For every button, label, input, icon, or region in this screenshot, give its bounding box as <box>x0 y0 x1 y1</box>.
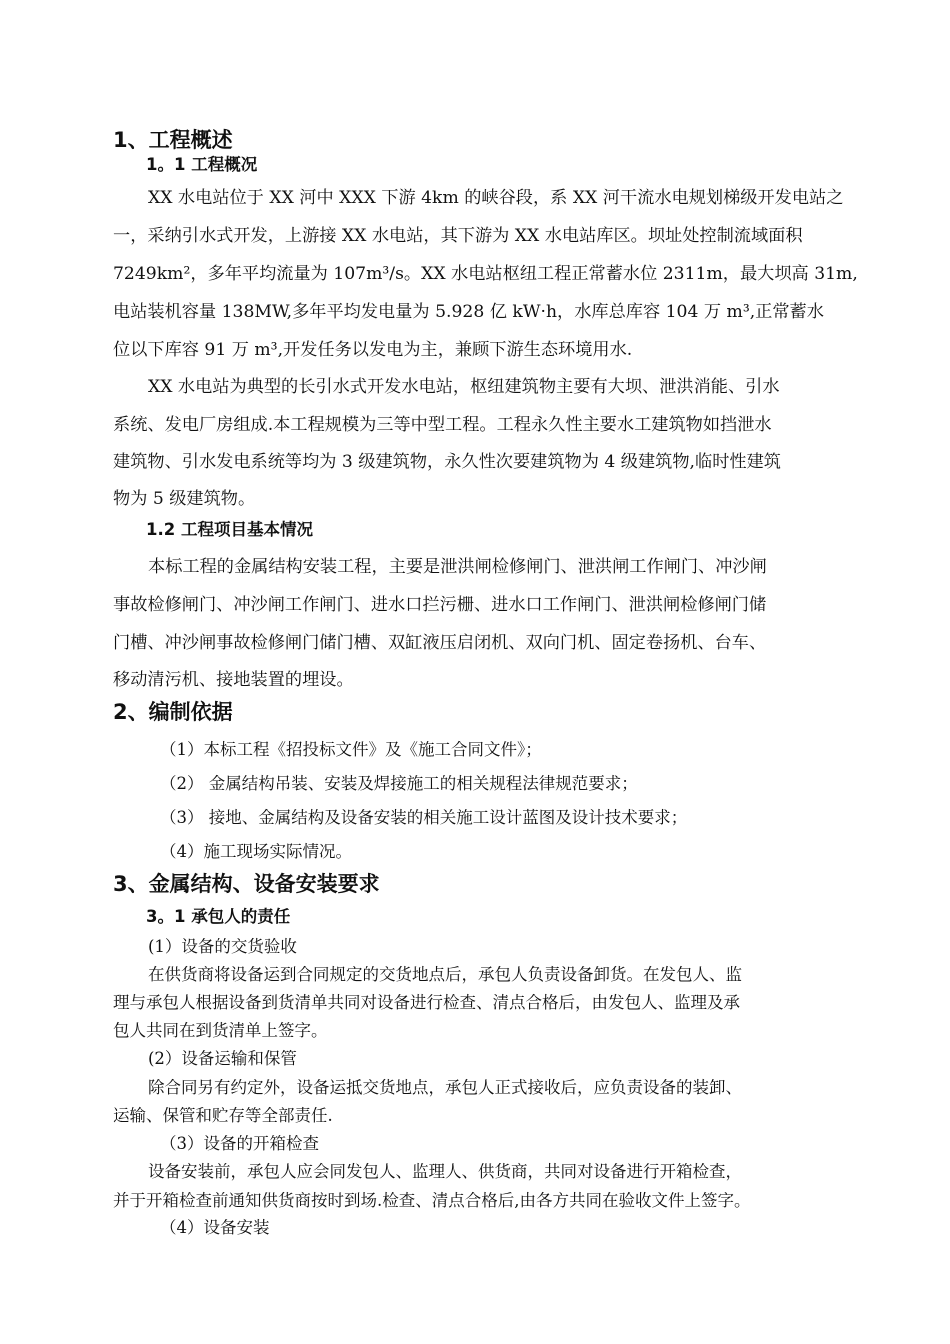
paragraph-line: 事故检修闸门、冲沙闸工作闸门、进水口拦污栅、进水口工作闸门、泄洪闸检修闸门储 <box>113 595 767 615</box>
list-item: （1）本标工程《招投标文件》及《施工合同文件》； <box>160 740 542 759</box>
subheading: (1）设备的交货验收 <box>148 937 297 956</box>
paragraph-line: 7249km²，多年平均流量为 107m³/s。XX 水电站枢纽工程正常蓄水位 2311m，最大坝高 31m, <box>113 264 858 284</box>
section-3-heading: 3、金属结构、设备安装要求 <box>113 872 380 896</box>
section-1-heading: 1、工程概述 <box>113 128 233 152</box>
subheading: （4）设备安装 <box>160 1218 270 1237</box>
paragraph-line: 设备安装前，承包人应会同发包人、监理人、供货商，共同对设备进行开箱检查， <box>148 1162 742 1181</box>
paragraph-line: 理与承包人根据设备到货清单共同对设备进行检查、清点合格后，由发包人、监理及承 <box>113 993 740 1012</box>
paragraph-line: 移动清污机、接地装置的埋设。 <box>113 670 354 690</box>
list-item: （3） 接地、金属结构及设备安装的相关施工设计蓝图及设计技术要求； <box>160 808 688 827</box>
paragraph-line: XX 水电站位于 XX 河中 XXX 下游 4km 的峡谷段，系 XX 河干流水电规划梯级开发电站之 <box>148 188 844 208</box>
paragraph-line: 位以下库容 91 万 m³,开发任务以发电为主，兼顾下游生态环境用水. <box>113 340 633 360</box>
section-2-heading: 2、编制依据 <box>113 700 233 724</box>
list-item: （2） 金属结构吊装、安装及焊接施工的相关规程法律规范要求； <box>160 774 638 793</box>
paragraph-line: 电站装机容量 138MW,多年平均发电量为 5.928 亿 kW·h，水库总库容 104 万 m³,正常蓄水 <box>113 302 824 322</box>
subheading: （3）设备的开箱检查 <box>160 1134 319 1153</box>
paragraph-line: 物为 5 级建筑物。 <box>113 489 256 509</box>
paragraph-line: 一，采纳引水式开发，上游接 XX 水电站，其下游为 XX 水电站库区。坝址处控制流域面积 <box>113 226 803 246</box>
section-3-1-heading: 3。1 承包人的责任 <box>146 907 291 926</box>
paragraph-line: 系统、发电厂房组成.本工程规模为三等中型工程。工程永久性主要水工建筑物如挡泄水 <box>113 415 772 435</box>
paragraph-line: 本标工程的金属结构安装工程，主要是泄洪闸检修闸门、泄洪闸工作闸门、冲沙闸 <box>148 557 767 577</box>
paragraph-line: 除合同另有约定外，设备运抵交货地点，承包人正式接收后，应负责设备的装卸、 <box>148 1078 742 1097</box>
paragraph-line: 包人共同在到货清单上签字。 <box>113 1021 328 1040</box>
paragraph-line: 在供货商将设备运到合同规定的交货地点后，承包人负责设备卸货。在发包人、监 <box>148 965 742 984</box>
paragraph-line: 运输、保管和贮存等全部责任. <box>113 1106 333 1125</box>
paragraph-line: 门槽、冲沙闸事故检修闸门储门槽、双缸液压启闭机、双向门机、固定卷扬机、台车、 <box>113 633 767 653</box>
list-item: （4）施工现场实际情况。 <box>160 842 352 861</box>
subheading: (2）设备运输和保管 <box>148 1049 297 1068</box>
paragraph-line: 建筑物、引水发电系统等均为 3 级建筑物，永久性次要建筑物为 4 级建筑物,临时性建筑 <box>113 452 781 472</box>
paragraph-line: XX 水电站为典型的长引水式开发水电站，枢纽建筑物主要有大坝、泄洪消能、引水 <box>148 377 780 397</box>
section-1-2-heading: 1.2 工程项目基本情况 <box>146 520 313 539</box>
section-1-1-heading: 1。1 工程概况 <box>146 155 258 174</box>
paragraph-line: 并于开箱检查前通知供货商按时到场.检查、清点合格后,由各方共同在验收文件上签字。 <box>113 1191 751 1210</box>
